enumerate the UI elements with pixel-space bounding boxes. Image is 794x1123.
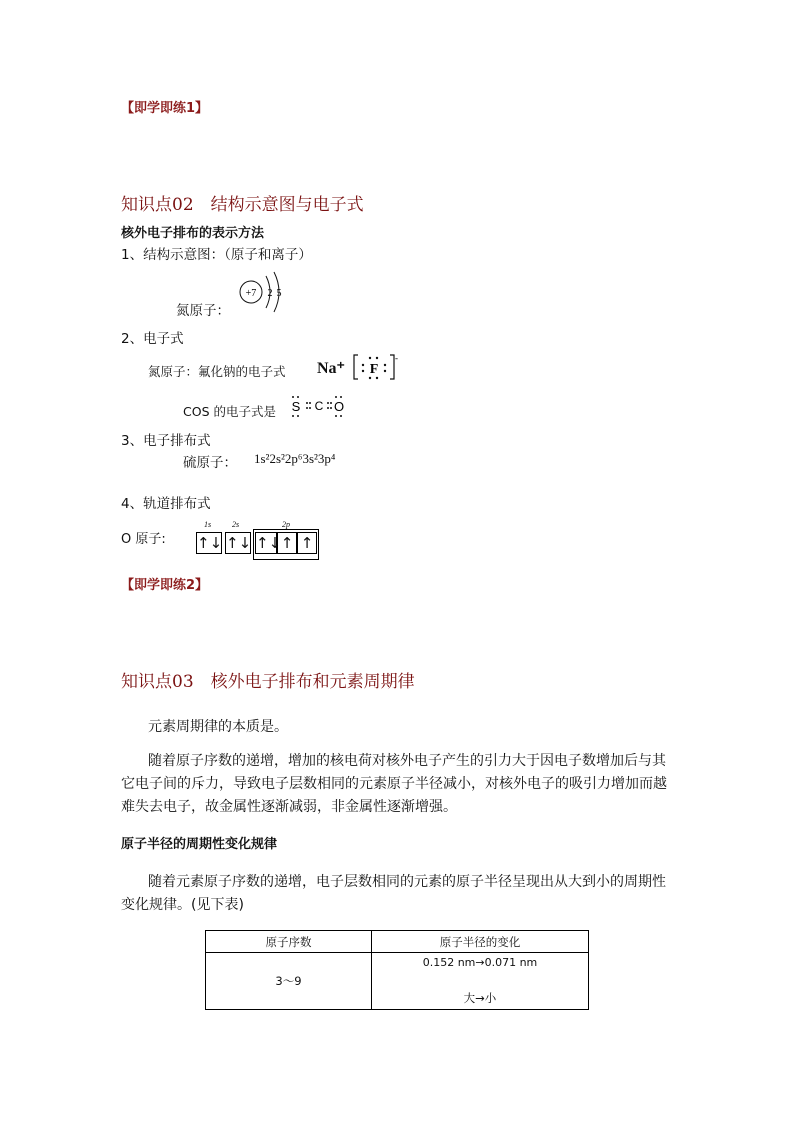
nucleus-charge: +7 [245, 288, 257, 299]
cos-electron-dot [288, 394, 350, 418]
practice-heading-2: 【即学即练2】 [121, 578, 209, 593]
item4-atom-label: O 原子: [121, 532, 166, 547]
subheading-radius: 原子半径的周期性变化规律 [121, 837, 278, 852]
item3-atom-label: 硫原子： [183, 455, 237, 471]
shell1-count: 2 [267, 288, 273, 299]
cos-oxygen: O [333, 399, 345, 414]
paragraph-explanation: 随着原子序数的递增，增加的核电荷对核外电子产生的引力大于因电子数增加后与其它电子间的斥力，导致电子层数相同的元素原子半径减小，对核外电子的吸引力增加而越难失去电子，故金属性逐渐减弱，非金属性逐渐增强。 [121, 753, 667, 815]
table-header-row [206, 931, 589, 953]
orbital-box-2p-3: ↑ [297, 532, 317, 554]
orbital-box-2s: ↑↓ [226, 534, 252, 552]
shell2-count: 5 [276, 288, 282, 299]
table-row [206, 953, 589, 1010]
cos-sulfur: S [291, 399, 301, 414]
item1-atom-label: 氮原子： [176, 303, 230, 319]
left-bracket [354, 355, 358, 379]
radius-table [205, 930, 589, 1010]
right-bracket [390, 355, 394, 379]
orbital-label-1s: 1s [204, 520, 212, 529]
section-heading: 核外电子排布的表示方法 [121, 226, 265, 241]
nitrogen-structure-diagram [236, 270, 296, 314]
item1-label: 1、结构示意图：（原子和离子） [121, 247, 312, 263]
section-title-kp02: 知识点02 结构示意图与电子式 [121, 195, 364, 215]
item4-label: 4、轨道排布式 [121, 496, 211, 512]
item2-label: 2、电子式 [121, 331, 184, 347]
practice-heading-1: 【即学即练1】 [121, 101, 209, 116]
table-header-atomic-number: 原子序数 [206, 931, 372, 953]
orbital-label-2p: 2p [282, 520, 290, 529]
cos-label: COS 的电子式是 [183, 404, 276, 419]
item3-label: 3、电子排布式 [121, 433, 211, 449]
orbital-box-2p-2: ↑ [277, 532, 297, 554]
fluorine-symbol: F [369, 362, 379, 377]
radius-values: 0.152 nm→0.071 nm [422, 956, 538, 969]
paragraph-radius-trend: 随着元素原子序数的递增，电子层数相同的元素的原子半径呈现出从大到小的周期性变化规律。(见下表) [121, 874, 666, 913]
section-title-kp03: 知识点03 核外电子排布和元素周期律 [121, 672, 415, 692]
charge-minus: - [395, 353, 398, 363]
item2-line-prefix: 氮原子：氟化钠的电子式 [148, 364, 286, 379]
table-cell-range: 3～9 [206, 953, 372, 1010]
sodium-cation: Na⁺ [317, 360, 345, 377]
sulfur-config: 1s²2s²2p⁶3s²3p⁴ [254, 451, 336, 466]
table-header-radius-change: 原子半径的变化 [372, 931, 589, 953]
orbital-box-2p-1: ↑↓ [256, 534, 282, 552]
orbital-label-2s: 2s [232, 520, 240, 529]
table-cell-radius [372, 953, 589, 1010]
paragraph-essence: 元素周期律的本质是。 [148, 719, 288, 735]
orbital-box-1s: ↑↓ [197, 534, 223, 552]
radius-trend: 大→小 [463, 991, 497, 1005]
cos-carbon: C [314, 399, 324, 413]
fluoride-electron-dot [352, 352, 400, 382]
